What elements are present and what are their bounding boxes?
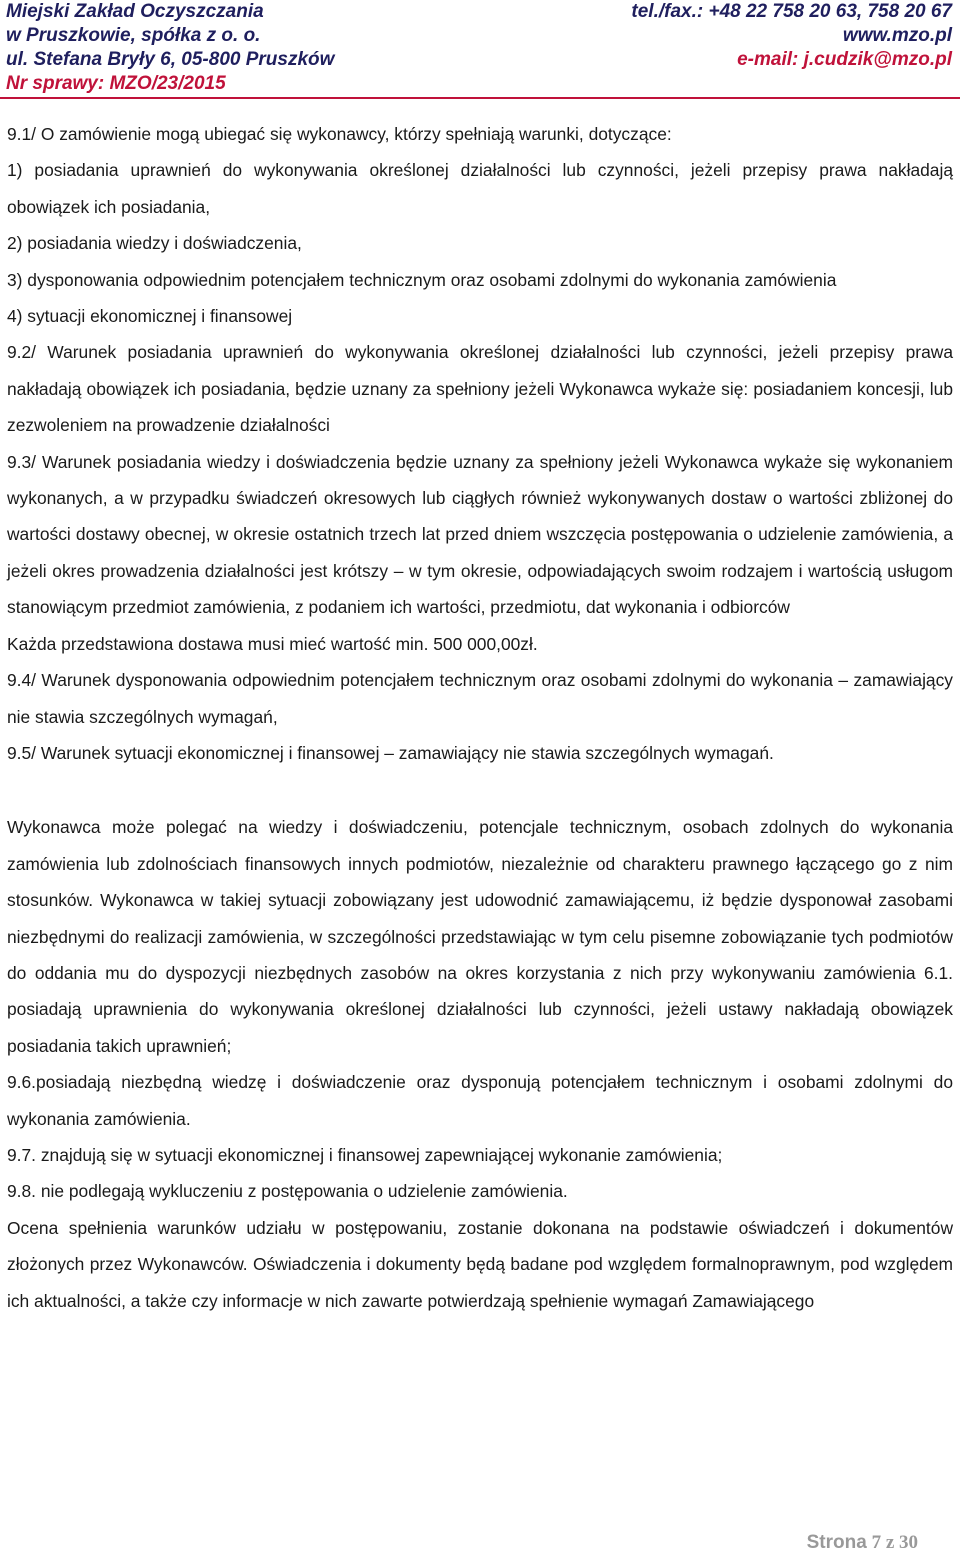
website-link[interactable]: www.mzo.pl bbox=[842, 25, 952, 46]
case-number: Nr sprawy: MZO/23/2015 bbox=[6, 73, 226, 94]
condition-2: 2) posiadania wiedzy i doświadczenia, bbox=[7, 233, 302, 254]
phone-fax: tel./fax.: +48 22 758 20 63, 758 20 67 bbox=[631, 1, 952, 22]
page-number: 7 bbox=[871, 1532, 882, 1553]
header-divider bbox=[0, 97, 960, 99]
email-link[interactable]: e-mail: j.cudzik@mzo.pl bbox=[737, 49, 952, 70]
company-name: Miejski Zakład Oczyszczania bbox=[6, 1, 264, 22]
condition-4: 4) sytuacji ekonomicznej i finansowej bbox=[7, 306, 293, 327]
paragraph-9-3: 9.3/ Warunek posiadania wiedzy i doświadczenia będzie uznany za spełniony jeżeli Wykonawca wykaże się wykonaniem wykonanych, a w przypadku świadczeń okresowych lub ciągłych również wykonywanych dostaw o wartości zbliżonej do wartości dostawy obecnej, w okresie ostatnich trzech lat przed dniem wszczęcia postępowania o udzielenie zamówienia, a jeżeli okres prowadzenia działalności jest krótszy – w tym okresie, odpowiadających swoim rodzajem i wartością usługom stanowiącym przedmiot zamówienia, z podaniem ich wartości, przedmiotu, dat wykonania i odbiorców bbox=[7, 451, 953, 618]
paragraph-9-5: 9.5/ Warunek sytuacji ekonomicznej i finansowej – zamawiający nie stawia szczególnych wymagań. bbox=[7, 742, 774, 763]
min-value-note: Każda przedstawiona dostawa musi mieć wartość min. 500 000,00zł. bbox=[7, 633, 538, 654]
spacer bbox=[7, 771, 953, 809]
document-body bbox=[7, 116, 953, 1319]
paragraph-9-6: 9.6.posiadają niezbędną wiedzę i doświadczenie oraz dysponują potencjałem technicznym i osobami zdolnymi do wykonania zamówienia. bbox=[7, 1072, 953, 1129]
assessment-paragraph: Ocena spełnienia warunków udziału w postępowaniu, zostanie dokonana na podstawie oświadczeń i dokumentów złożonych przez Wykonawców. Oświadczenia i dokumenty będą badane pod względem formalnoprawnym, pod względem ich aktualności, a także czy informacje w nich zawarte potwierdzają spełnienie wymagań Zamawiającego bbox=[7, 1217, 953, 1311]
paragraph-9-4: 9.4/ Warunek dysponowania odpowiednim potencjałem technicznym oraz osobami zdolnymi do wykonania – zamawiający nie stawia szczególnych wymagań, bbox=[7, 670, 953, 727]
paragraph-9-7: 9.7. znajdują się w sytuacji ekonomicznej i finansowej zapewniającej wykonanie zamówienia; bbox=[7, 1144, 723, 1165]
company-address: ul. Stefana Bryły 6, 05-800 Pruszków bbox=[6, 49, 335, 70]
page-of: z bbox=[885, 1532, 895, 1553]
paragraph-9-1: 9.1/ O zamówienie mogą ubiegać się wykonawcy, którzy spełniają warunki, dotyczące: bbox=[7, 124, 672, 144]
paragraph-9-2: 9.2/ Warunek posiadania uprawnień do wykonywania określonej działalności lub czynności, jeżeli przepisy prawa nakładają obowiązek ich posiadania, będzie uznany za spełniony jeżeli Wykonawca wykaże się: posiadaniem koncesji, lub zezwoleniem na prowadzenie działalności bbox=[7, 342, 953, 436]
letterhead bbox=[0, 0, 960, 100]
reliance-paragraph: Wykonawca może polegać na wiedzy i doświadczeniu, potencjale technicznym, osobach zdolnych do wykonania zamówienia lub zdolnościach finansowych innych podmiotów, niezależnie od charakteru prawnego łączącego go z nim stosunków. Wykonawca w takiej sytuacji zobowiązany jest udowodnić zamawiającemu, iż będzie dysponował zasobami niezbędnymi do realizacji zamówienia, w szczególności przedstawiając w tym celu pisemne zobowiązanie tych podmiotów do oddania mu do dyspozycji niezbędnych zasobów na okres korzystania z nich przy wykonywaniu zamówienia 6.1. posiadają uprawnienia do wykonywania określonej działalności lub czynności, jeżeli ustawy nakładają obowiązek posiadania takich uprawnień; bbox=[7, 817, 953, 1056]
page-label: Strona bbox=[806, 1532, 867, 1553]
company-legal-form: w Pruszkowie, spółka z o. o. bbox=[6, 25, 261, 46]
condition-1: 1) posiadania uprawnień do wykonywania określonej działalności lub czynności, jeżeli przepisy prawa nakładają obowiązek ich posiadania, bbox=[7, 160, 953, 217]
paragraph-9-8: 9.8. nie podlegają wykluczeniu z postępowania o udzielenie zamówienia. bbox=[7, 1181, 568, 1202]
condition-3: 3) dysponowania odpowiednim potencjałem technicznym oraz osobami zdolnymi do wykonania zamówienia bbox=[7, 269, 837, 290]
total-pages: 30 bbox=[899, 1532, 918, 1553]
page-footer bbox=[807, 1532, 918, 1554]
